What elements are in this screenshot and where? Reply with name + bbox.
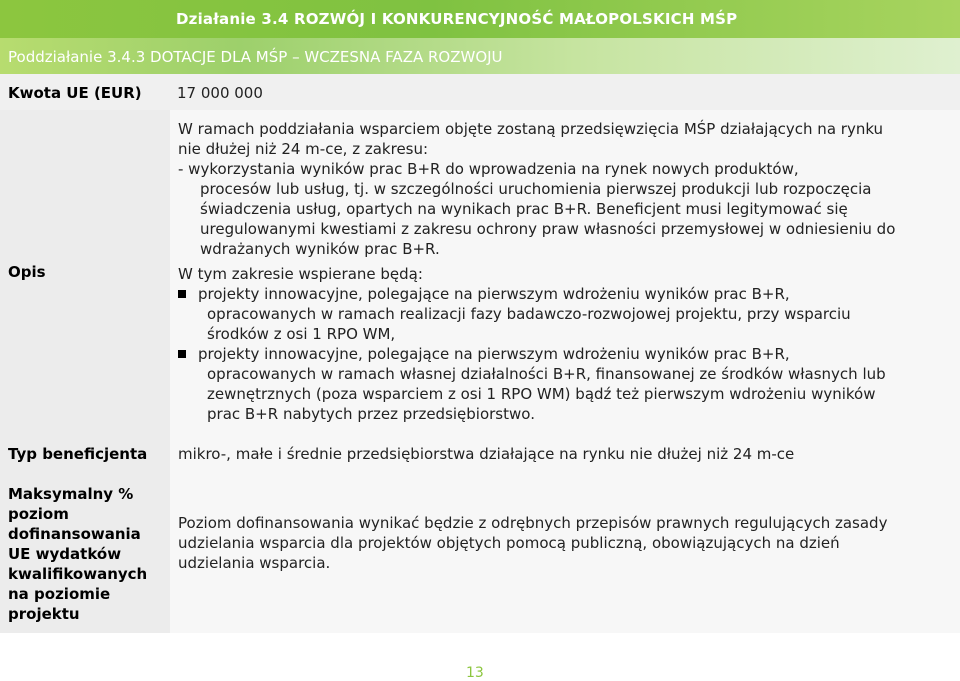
budget-label-cell [0, 74, 170, 110]
bullet-item [178, 344, 950, 364]
cofinancing-label-line: dofinansowania [8, 525, 141, 543]
bullet-item [178, 284, 950, 304]
description-row [0, 110, 960, 435]
description-value-cell [170, 110, 960, 435]
beneficiary-row [0, 435, 960, 473]
bullet-text: projekty innowacyjne, polegające na pierwszym wdrożeniu wyników prac B+R, [198, 285, 790, 303]
square-bullet-icon [178, 290, 186, 298]
scope-line: świadczenia usług, opartych na wynikach prac B+R. Beneficjent musi legitymować się [200, 200, 848, 218]
cofinancing-value [178, 513, 950, 573]
cofinancing-label-line: kwalifikowanych [8, 565, 148, 583]
beneficiary-label-cell [0, 435, 170, 473]
budget-label: Kwota UE (EUR) [8, 84, 142, 102]
scope-line: procesów lub usług, tj. w szczególności uruchomienia pierwszej produkcji lub rozpoczęcia [200, 180, 872, 198]
bullet-continuation: opracowanych w ramach realizacji fazy badawczo-rozwojowej projektu, przy wsparciu [207, 305, 851, 323]
cofinancing-value-cell [170, 473, 960, 633]
square-bullet-icon [178, 350, 186, 358]
supported-heading: W tym zakresie wspierane będą: [178, 265, 423, 283]
cofinancing-label-line: poziom [8, 505, 69, 523]
cofinancing-value-line: udzielania wsparcia dla projektów objętych pomocą publiczną, obowiązujących na dzień [178, 534, 840, 552]
cofinancing-label-line: UE wydatków [8, 545, 122, 563]
description-intro-line: nie dłużej niż 24 m-ce, z zakresu: [178, 140, 429, 158]
budget-value-cell [170, 74, 960, 110]
action-title: Działanie 3.4 ROZWÓJ I KONKURENCYJNOŚĆ MAŁOPOLSKICH MŚP [176, 10, 738, 28]
beneficiary-label: Typ beneficjenta [8, 445, 148, 463]
bullet-continuation: opracowanych w ramach własnej działalności B+R, finansowanej ze środków własnych lub [207, 365, 886, 383]
cofinancing-label-line: Maksymalny % [8, 485, 134, 503]
scope-line: wdrażanych wyników prac B+R. [200, 240, 440, 258]
cofinancing-label-cell [0, 473, 170, 633]
description-label-cell [0, 110, 170, 435]
cofinancing-value-line: Poziom dofinansowania wynikać będzie z odrębnych przepisów prawnych regulujących zasady [178, 514, 888, 532]
subaction-title: Poddziałanie 3.4.3 DOTACJE DLA MŚP – WCZESNA FAZA ROZWOJU [8, 48, 503, 66]
description-intro-line: W ramach poddziałania wsparciem objęte zostaną przedsięwzięcia MŚP działających na rynku [178, 120, 884, 138]
cofinancing-label [8, 484, 147, 624]
bullet-continuation: środków z osi 1 RPO WM, [207, 325, 396, 343]
budget-value: 17 000 000 [177, 84, 263, 102]
bullet-text: projekty innowacyjne, polegające na pierwszym wdrożeniu wyników prac B+R, [198, 345, 790, 363]
bullet-continuation: prac B+R nabytych przez przedsiębiorstwo. [207, 405, 535, 423]
beneficiary-value: mikro-, małe i średnie przedsiębiorstwa działające na rynku nie dłużej niż 24 m-ce [178, 445, 795, 463]
cofinancing-label-line: projektu [8, 605, 80, 623]
cofinancing-row [0, 473, 960, 633]
scope-line: uregulowanymi kwestiami z zakresu ochrony praw własności przemysłowej w odniesieniu do [200, 220, 896, 238]
budget-row [0, 74, 960, 110]
cofinancing-value-line: udzielania wsparcia. [178, 554, 331, 572]
description-label: Opis [8, 263, 46, 281]
description-text [178, 119, 950, 424]
action-header [0, 0, 960, 38]
scope-line: - wykorzystania wyników prac B+R do wprowadzenia na rynek nowych produktów, [178, 160, 799, 178]
subaction-header [0, 38, 960, 74]
cofinancing-label-line: na poziomie [8, 585, 111, 603]
beneficiary-value-cell [170, 435, 960, 473]
page-number: 13 [466, 665, 484, 681]
bullet-continuation: zewnętrznych (poza wsparciem z osi 1 RPO WM) bądź też pierwszym wdrożeniu wyników [207, 385, 876, 403]
